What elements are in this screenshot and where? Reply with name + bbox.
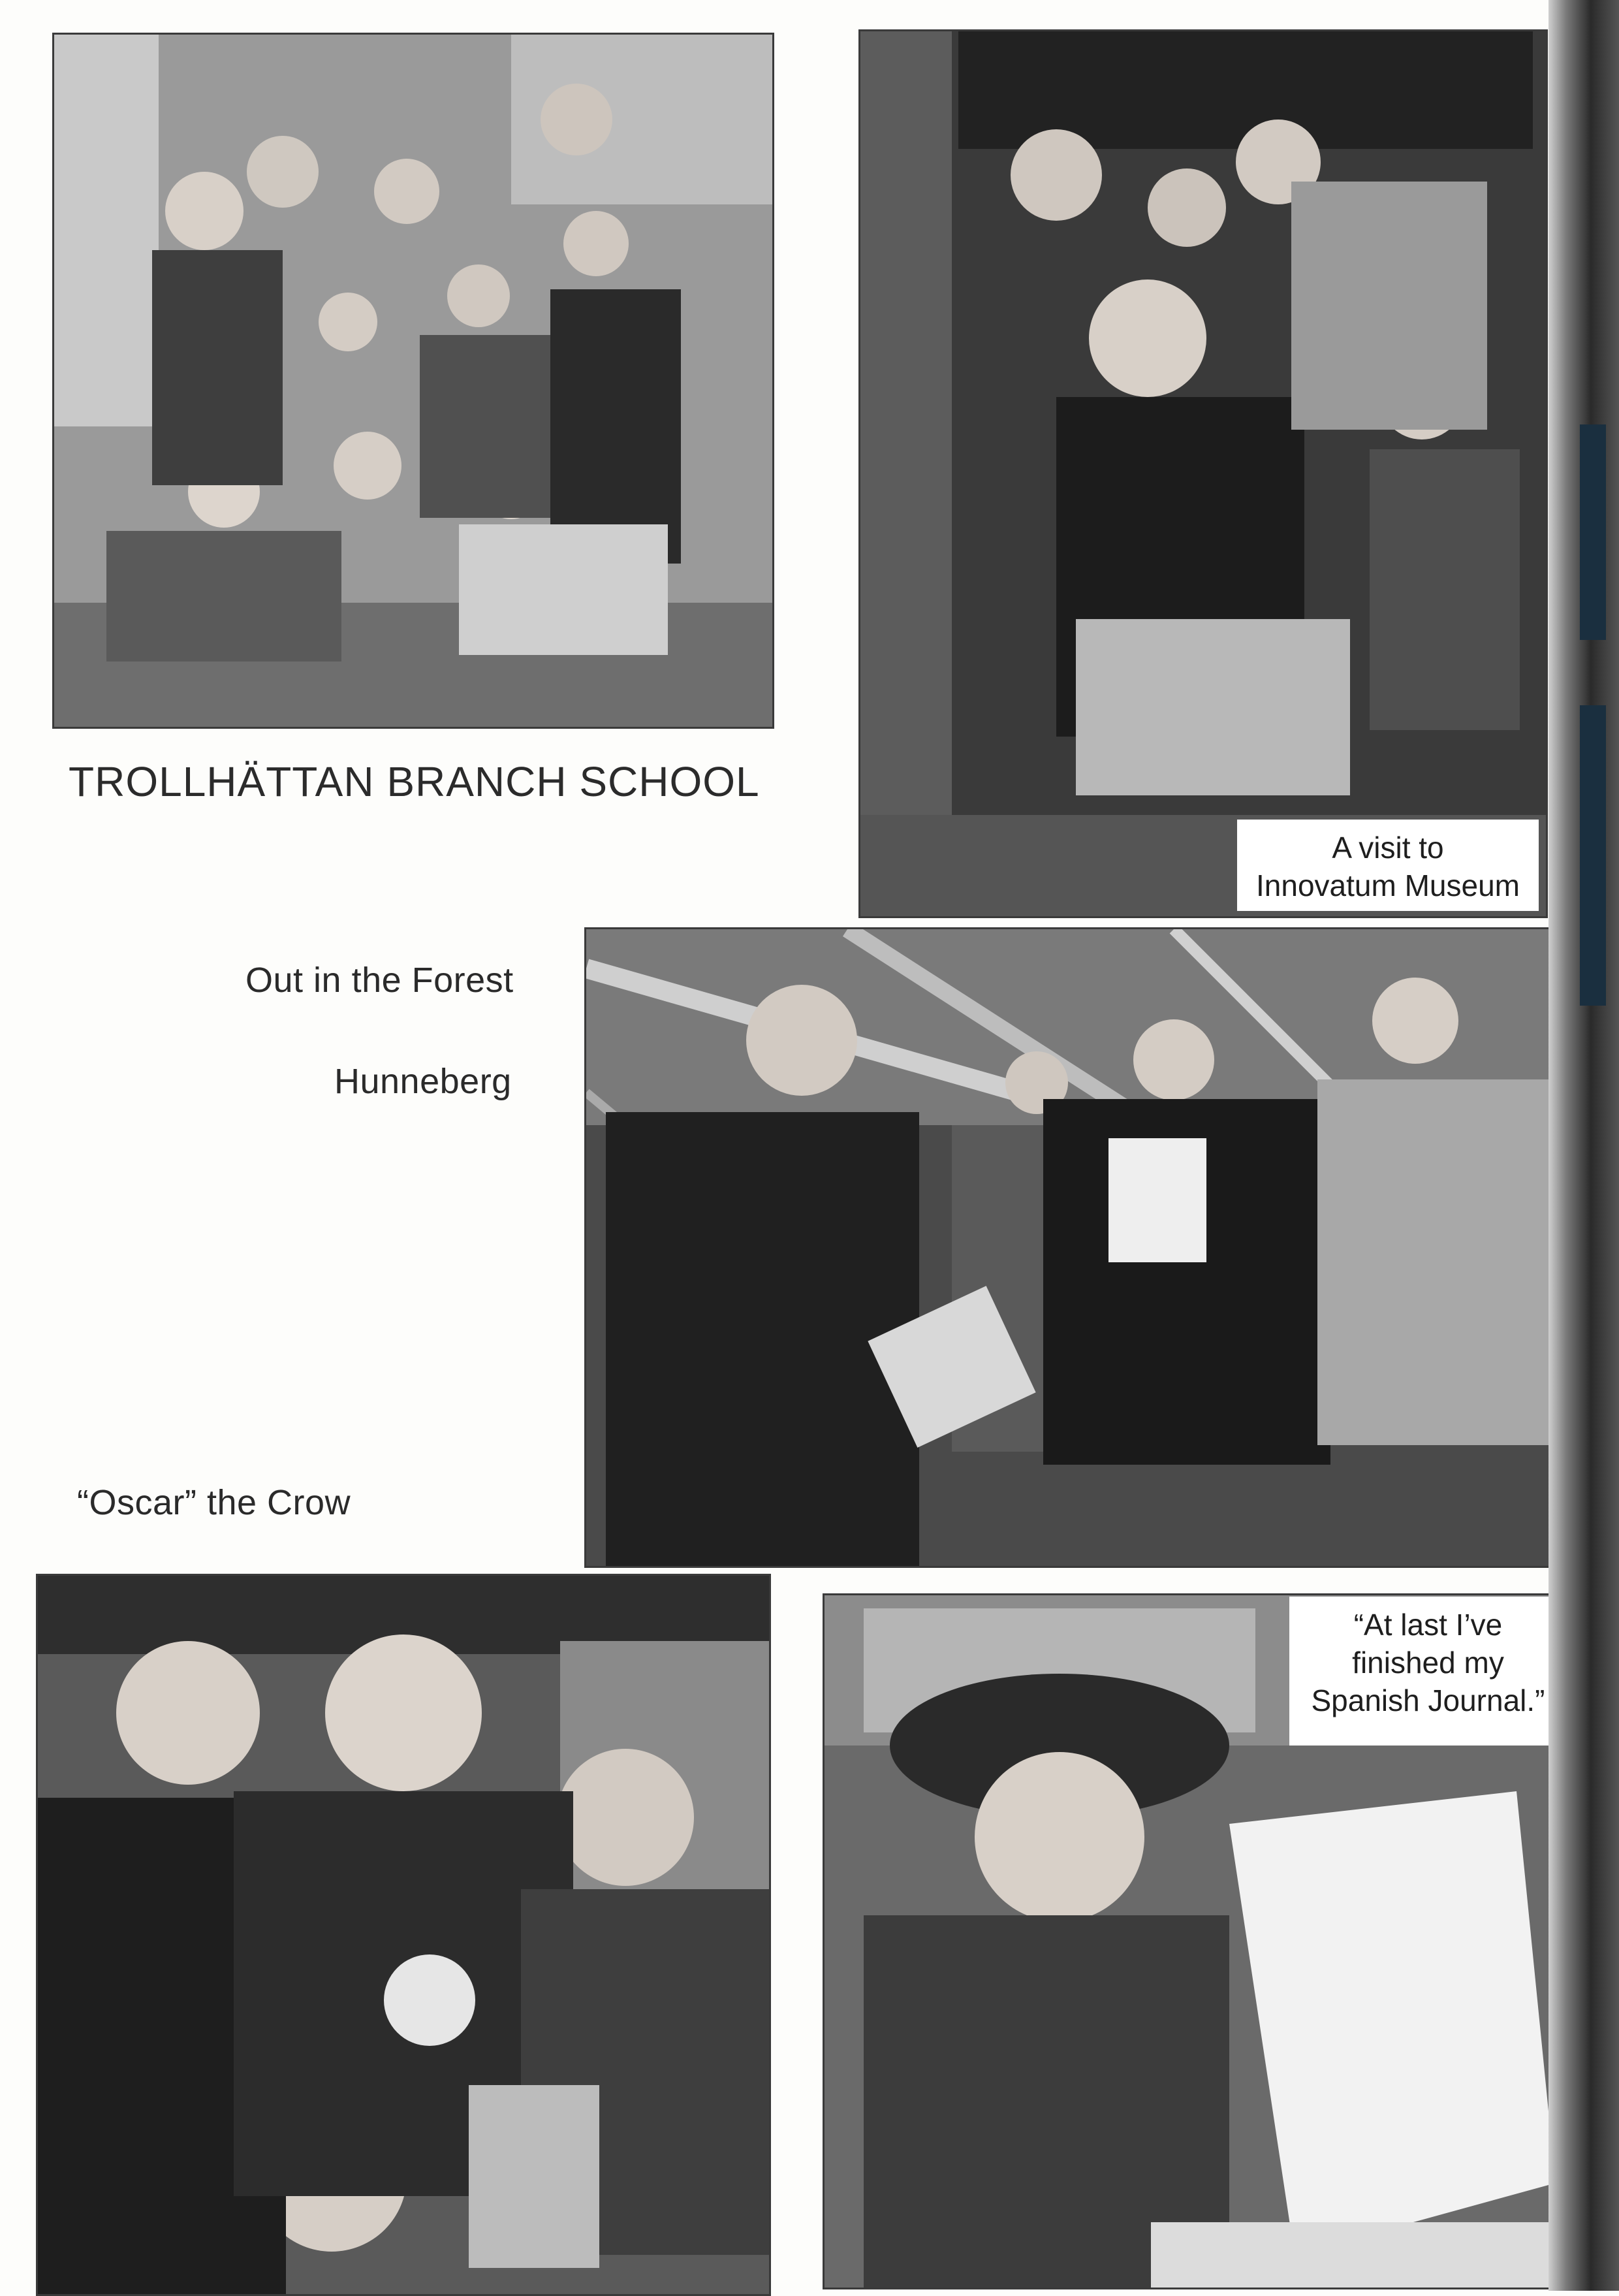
forest-photo-art [586,929,1565,1566]
binding-stripe-top [1580,424,1606,640]
crow-caption: “Oscar” the Crow [77,1483,351,1522]
museum-label-line-1: A visit to [1332,831,1444,865]
hunneberg-caption: Hunneberg [334,1062,512,1101]
journal-label-line-1: “At last I’ve [1353,1608,1503,1642]
book-binding-edge [1548,0,1619,2291]
forest-caption: Out in the Forest [245,961,514,1000]
oscar-crow-photo [36,1574,771,2296]
museum-label [1237,820,1539,911]
museum-visit-photo-art [860,31,1546,916]
oscar-crow-photo-art [38,1576,769,2294]
museum-label-line-2: Innovatum Museum [1256,869,1520,902]
binding-stripe-bottom [1580,705,1606,1006]
class-group-photo-art [54,35,772,727]
page-title: TROLLHÄTTAN BRANCH SCHOOL [69,758,760,805]
journal-label [1289,1597,1567,1746]
class-group-photo [52,33,774,729]
journal-label-line-2: finished my [1352,1646,1504,1680]
forest-photo [584,927,1567,1568]
museum-visit-photo [858,29,1548,918]
journal-label-line-3: Spanish Journal.” [1311,1683,1545,1717]
